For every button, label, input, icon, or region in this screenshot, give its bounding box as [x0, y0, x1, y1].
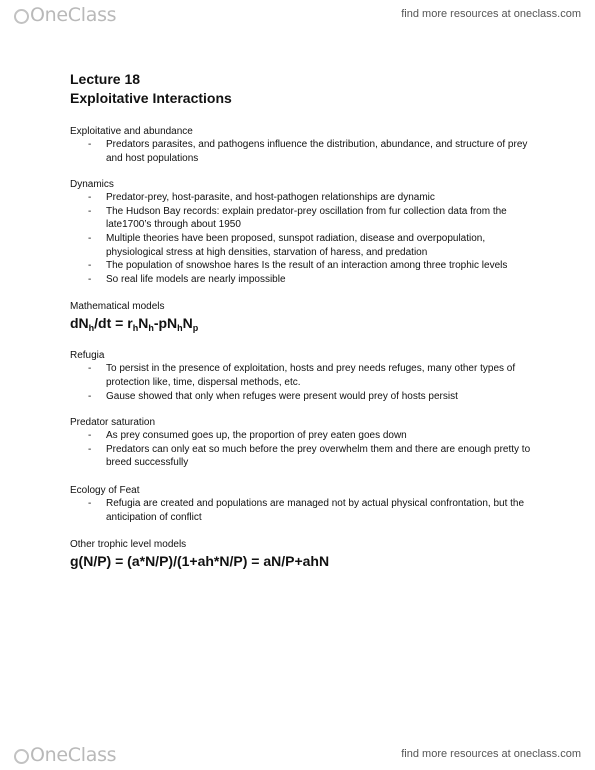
section-heading-refugia: Refugia: [70, 350, 105, 362]
bullet-item: - The Hudson Bay records: explain predator-prey oscillation from fur collection data from the late1700’s through about 1950: [106, 205, 540, 232]
eq-part: N: [138, 315, 149, 332]
page-header: [0, 0, 595, 28]
bullet-item: - So real life models are nearly impossible: [106, 273, 540, 287]
section-heading-other: Other trophic level models: [70, 539, 187, 551]
bullet-list-refugia: [70, 362, 540, 403]
bullet-item: - Predators can only eat so much before the prey overwhelm them and there are enough pretty to breed successfully: [106, 443, 540, 470]
eq-part: dN: [70, 315, 89, 332]
eq-part: /dt = r: [94, 315, 133, 332]
logo-ring-icon: [14, 749, 29, 764]
bullet-item: - Multiple theories have been proposed, sunspot radiation, disease and overpopulation, physiological stress at high densities, starvation of haress, and predation: [106, 232, 540, 259]
bullet-list-abundance: [70, 138, 540, 165]
logo-text: OneClass: [30, 4, 117, 26]
bullet-list-feat: [70, 497, 540, 524]
bullet-item: - To persist in the presence of exploitation, hosts and prey needs refuges, many other types of protection like, time, dispersal methods, etc.: [106, 362, 540, 389]
oneclass-logo[interactable]: [14, 4, 116, 26]
footer-tagline[interactable]: find more resources at oneclass.com: [401, 748, 581, 760]
lecture-title: Exploitative Interactions: [70, 90, 232, 106]
section-heading-abundance: Exploitative and abundance: [70, 126, 193, 137]
bullet-item: - Refugia are created and populations are managed not by actual physical confrontation, but the anticipation of conflict: [106, 497, 540, 524]
bullet-list-saturation: [70, 429, 540, 470]
bullet-list-dynamics: [70, 191, 540, 286]
section-heading-saturation: Predator saturation: [70, 417, 156, 429]
logo-text: OneClass: [30, 744, 117, 766]
section-heading-math: Mathematical models: [70, 301, 165, 313]
section-heading-dynamics: Dynamics: [70, 179, 114, 191]
eq-part: -pN: [153, 315, 178, 332]
eq-sub: p: [192, 323, 199, 334]
eq-part: N: [182, 315, 193, 332]
bullet-item: - As prey consumed goes up, the proportion of prey eaten goes down: [106, 429, 540, 443]
header-tagline[interactable]: find more resources at oneclass.com: [401, 8, 581, 20]
bullet-item: - Predators parasites, and pathogens influence the distribution, abundance, and structure of prey and host populations: [106, 138, 540, 165]
document-body: [70, 70, 540, 571]
eq-sub: h: [88, 323, 95, 334]
predation-equation: [70, 313, 540, 333]
section-heading-feat: Ecology of Feat: [70, 484, 140, 496]
eq-sub: h: [177, 323, 183, 334]
lecture-number: Lecture 18: [70, 71, 141, 87]
bullet-item: - Predator-prey, host-parasite, and host-pathogen relationships are dynamic: [106, 191, 540, 205]
oneclass-logo-footer[interactable]: [14, 744, 116, 766]
bullet-item: - Gause showed that only when refuges were present would prey of hosts persist: [106, 390, 540, 404]
eq-sub: h: [148, 323, 154, 334]
logo-ring-icon: [14, 9, 29, 24]
trophic-equation: g(N/P) = (a*N/P)/(1+ah*N/P) = aN/P+ahN: [70, 553, 330, 570]
eq-sub: h: [132, 323, 139, 334]
bullet-item: - The population of snowshoe hares Is the result of an interaction among three trophic levels: [106, 259, 540, 273]
page-footer: [0, 740, 595, 768]
